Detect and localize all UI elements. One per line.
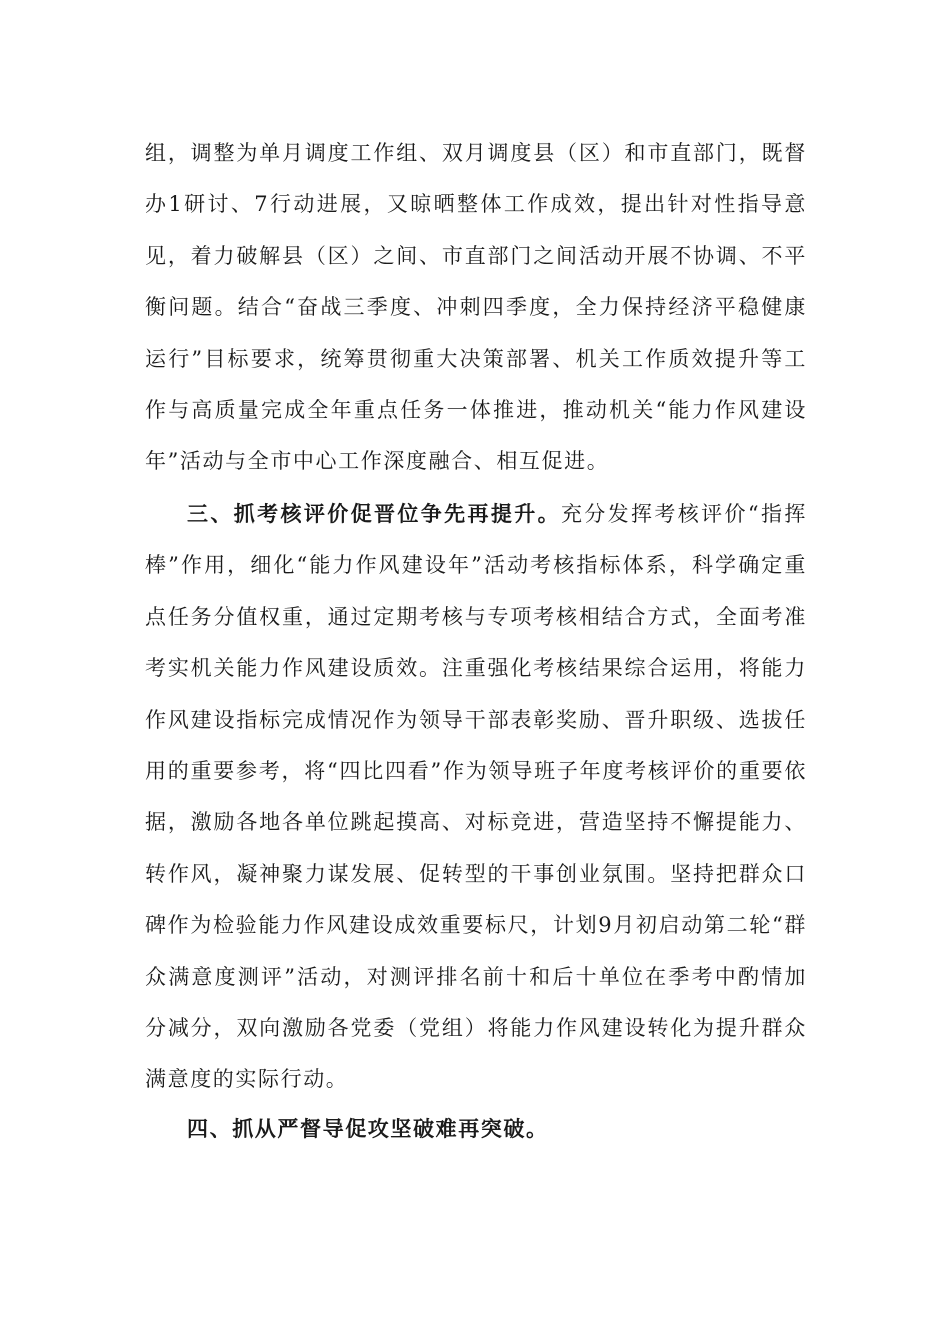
section-3-heading: 三、抓考核评价促晋位争先再提升。 (187, 501, 561, 526)
section-4-heading: 四、抓从严督导促攻坚破难再突破。 (187, 1116, 549, 1141)
section-3-body: 充分发挥考核评价“指挥棒”作用，细化“能力作风建设年”活动考核指标体系，科学确定重点任务分值权重，通过定期考核与专项考核相结合方式，全面考准考实机关能力作风建设质效。注重强化考核结果综合运用，将能力作风建设指标完成情况作为领导干部表彰奖励、晋升职级、选拔任用的重要参考，将“四比四看”作为领导班子年度考核评价的重要依据，激励各地各单位跳起摸高、对标竞进，营造坚持不懈提能力、转作风，凝神聚力谋发展、促转型的干事创业氛围。坚持把群众口碑作为检验能力作风建设成效重要标尺，计划9月初启动第二轮“群众满意度测评”活动，对测评排名前十和后十单位在季考中酌情加分减分，双向激励各党委（党组）将能力作风建设转化为提升群众满意度的实际行动。 (145, 502, 807, 1092)
paragraph-continuation: 组，调整为单月调度工作组、双月调度县（区）和市直部门，既督办1研讨、7行动进展，又晾晒整体工作成效，提出针对性指导意见，着力破解县（区）之间、市直部门之间活动开展不协调、不平衡问题。结合“奋战三季度、冲刺四季度，全力保持经济平稳健康运行”目标要求，统筹贯彻重大决策部署、机关工作质效提升等工作与高质量完成全年重点任务一体推进，推动机关“能力作风建设年”活动与全市中心工作深度融合、相互促进。 (145, 141, 807, 474)
section-3-paragraph (145, 488, 807, 1106)
section-4-paragraph (145, 1103, 807, 1155)
